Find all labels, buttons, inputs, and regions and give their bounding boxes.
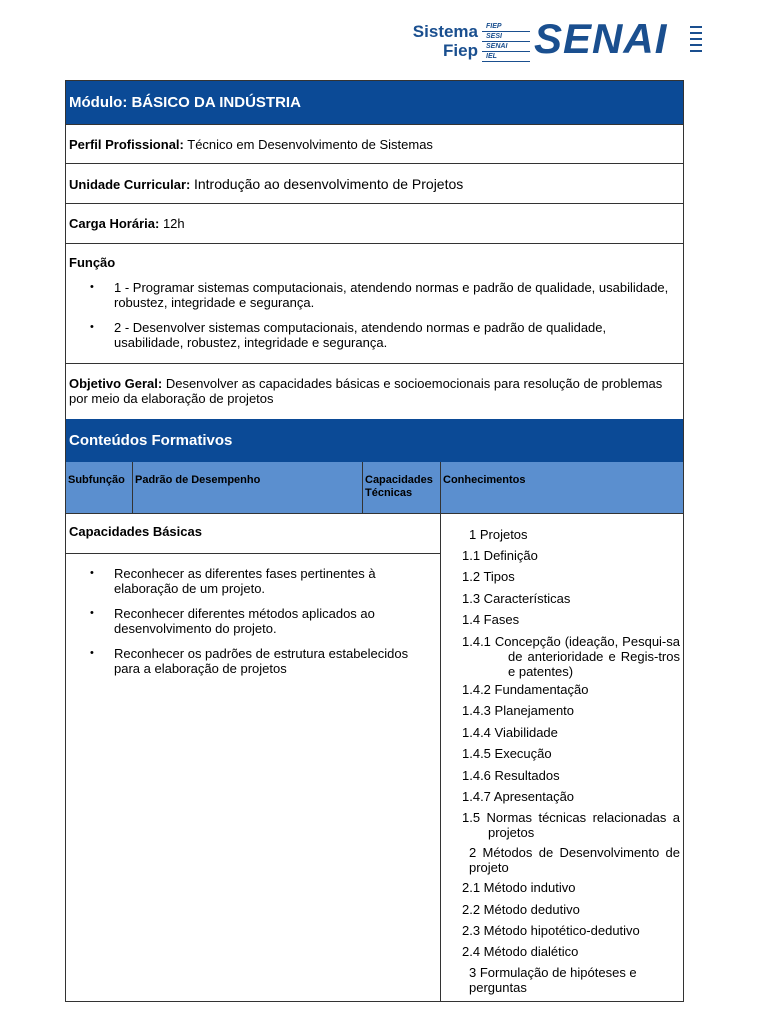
conhecimento-item: 2.1 Método indutivo [462, 880, 576, 895]
conhecimento-item: 2.4 Método dialético [462, 944, 579, 959]
conhecimento-item: 1.4.5 Execução [462, 746, 552, 761]
perfil-row [66, 124, 683, 164]
logo-word-fiep: Fiep [443, 41, 478, 60]
objetivo-label: Objetivo Geral: [69, 376, 163, 391]
logo-entity-senai: SENAI [482, 42, 530, 52]
logo-entity-iel: IEL [482, 52, 530, 62]
module-title: Módulo: BÁSICO DA INDÚSTRIA [69, 94, 301, 111]
sistema-fiep-senai-logo [408, 15, 708, 64]
perfil-value: Técnico em Desenvolvimento de Sistemas [187, 137, 433, 152]
conhecimento-item: 1.4.3 Planejamento [462, 703, 575, 718]
conteudos-header [66, 419, 683, 462]
conhecimento-item: 2.3 Método hipotético-dedutivo [462, 923, 640, 938]
column-headers [66, 462, 683, 514]
funcao-item: • 2 - Desenvolver sistemas computacionais, atendendo normas e padrão de qualidade, usabilidade, robustez, integridade e segurança. [66, 320, 677, 350]
module-header [66, 81, 683, 124]
funcao-label: Função [69, 255, 116, 270]
logo-entity-sesi: SESI [482, 32, 530, 42]
conhecimento-item: 1.5 Normas técnicas relacionadas a projetos [462, 810, 680, 840]
conteudos-title: Conteúdos Formativos [69, 432, 233, 449]
logo-stripes-icon [690, 26, 702, 56]
capacidades-basicas-header [66, 514, 441, 554]
logo-sistema-fiep [408, 22, 478, 60]
objetivo-value: Desenvolver as capacidades básicas e socioemocionais para resolução de problemas por meio da elaboração de projetos [69, 376, 663, 406]
col-conhecimentos: Conhecimentos [440, 462, 683, 514]
conhecimento-item: 1.4.7 Apresentação [462, 789, 575, 804]
funcao-list [66, 280, 683, 350]
conhecimento-item: 1.2 Tipos [462, 569, 515, 584]
unidade-value: Introdução ao desenvolvimento de Projetos [193, 176, 464, 192]
capacidade-item: • Reconhecer os padrões de estrutura estabelecidos para a elaboração de projetos [66, 646, 437, 676]
conhecimento-item: 3 Formulação de hipóteses e perguntas [469, 965, 637, 995]
capacidade-item: • Reconhecer as diferentes fases pertinentes à elaboração de um projeto. [66, 566, 437, 596]
capacidade-item: • Reconhecer diferentes métodos aplicados ao desenvolvimento do projeto. [66, 606, 437, 636]
carga-value: 12h [162, 216, 185, 231]
logo-entity-fiep: FIEP [482, 22, 530, 32]
capacidades-basicas-list [66, 566, 440, 676]
unidade-label: Unidade Curricular: [69, 177, 191, 192]
conhecimento-item: 1.4.4 Viabilidade [462, 725, 558, 740]
conhecimento-item: 2.2 Método dedutivo [462, 902, 580, 917]
conhecimento-item: 1.4.1 Concepção (ideação, Pesqui-sa de anterioridade e Regis-tros e patentes) [462, 634, 680, 679]
conhecimento-item: 2 Métodos de Desenvolvimento de projeto [469, 845, 680, 875]
funcao-item: • 1 - Programar sistemas computacionais, atendendo normas e padrão de qualidade, usabilidade, robustez, integridade e segurança. [66, 280, 677, 310]
col-capacidades-tecnicas: Capacidades Técnicas [362, 462, 440, 514]
logo-word-sistema: Sistema [412, 22, 478, 41]
logo-senai-wordmark: SENAI [534, 15, 668, 62]
col-subfuncao: Subfunção [68, 474, 125, 486]
conhecimento-item: 1.4.6 Resultados [462, 768, 560, 783]
funcao-row [66, 244, 683, 364]
perfil-label: Perfil Profissional: [69, 137, 184, 152]
col-padrao-desempenho: Padrão de Desempenho [132, 462, 362, 514]
carga-label: Carga Horária: [69, 216, 160, 231]
conhecimento-item: 1 Projetos [469, 527, 528, 542]
carga-row [66, 204, 683, 244]
conhecimento-item: 1.4.2 Fundamentação [462, 682, 589, 697]
capacidades-basicas-title: Capacidades Básicas [69, 524, 202, 539]
conhecimento-item: 1.4 Fases [462, 612, 520, 627]
conhecimento-item: 1.3 Características [462, 591, 571, 606]
logo-entities [482, 22, 530, 62]
unidade-row [66, 164, 683, 204]
curriculum-table [65, 80, 684, 1002]
column-divider [440, 514, 441, 1002]
objetivo-row [66, 364, 683, 419]
conhecimento-item: 1.1 Definição [462, 548, 538, 563]
